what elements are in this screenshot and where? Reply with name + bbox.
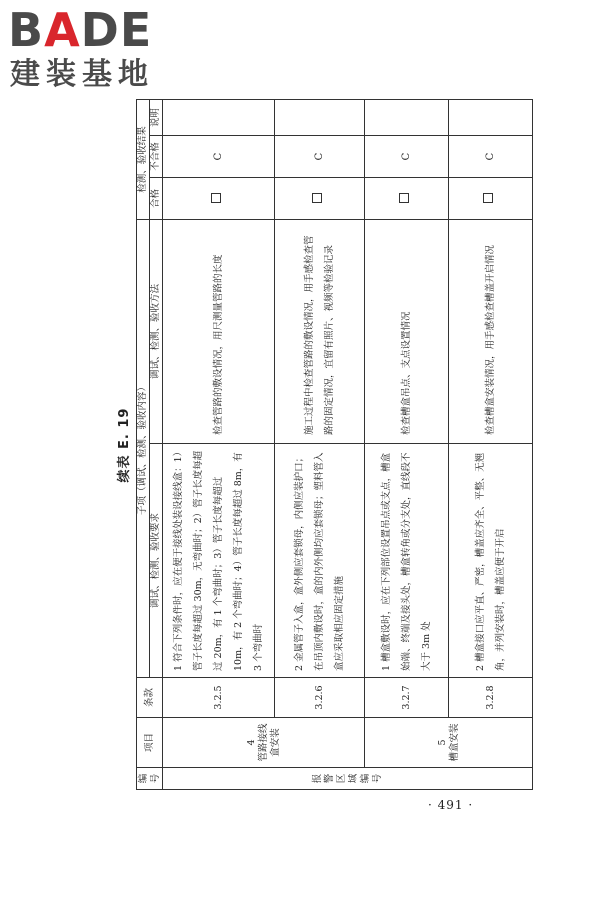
header-result-group: 检测、验收结果 — [137, 99, 150, 219]
requirement-cell: 1 槽盒敷设时，应在下列部位设置吊点或支点，槽盒始端、终端及接头处，槽盒转角或分支处，直线段不大于 3m 处 — [365, 444, 449, 678]
method-cell: 检查槽盒吊点、支点设置情况 — [365, 219, 449, 443]
project-number: 5 — [436, 739, 448, 746]
requirement-cell: 2 金属管子入盒，盒外侧应套锁母，内侧应装护口；在吊顶内敷设时，盒的内外侧均应套锁母；塑料管入盒应采取相应固定措施 — [275, 444, 365, 678]
header-requirement: 调试、检测、验收要求 — [150, 444, 163, 678]
pass-checkbox[interactable] — [365, 177, 449, 219]
checkbox-icon — [312, 193, 322, 203]
project-cell-b — [365, 718, 533, 768]
pass-checkbox[interactable] — [275, 177, 365, 219]
logo-chinese: 建装基地 — [10, 57, 154, 92]
method-cell: 检查槽盒安装情况，用手感检查槽盖开启情况 — [449, 219, 533, 443]
logo — [8, 3, 178, 96]
checkbox-icon — [399, 193, 409, 203]
page-number: · 491 · — [428, 798, 474, 812]
project-number: 4 — [245, 739, 257, 746]
project-cell-a — [163, 718, 365, 768]
project-name: 管路接线盒安装 — [257, 723, 281, 762]
header-pass: 合格 — [150, 177, 163, 219]
header-note: 说明 — [150, 99, 163, 135]
header-row-top — [137, 99, 150, 789]
fail-mark: C — [449, 135, 533, 177]
header-fail: 不合格 — [150, 135, 163, 177]
requirement-cell: 1 符合下列条件时，应在便于接线处装设接线盒：1）管子长度每超过 30m，无弯曲时；2）管子长度每超过 20m，有 1 个弯曲时；3）管子长度每超过 10m，有 2 个弯曲时；4）管子长度每超过 8m，有 3 个弯曲时 — [163, 444, 275, 678]
note-cell — [275, 99, 365, 135]
clause-cell: 3.2.7 — [365, 678, 449, 718]
table-row — [163, 99, 275, 789]
table-caption: 续表 E. 19 — [117, 407, 132, 483]
requirement-cell: 2 槽盒接口应平直、严密，槽盖应齐全、平整、无翘角，并列安装时，槽盖应便于开启 — [449, 444, 533, 678]
table-row — [449, 99, 533, 789]
document-page — [108, 100, 528, 790]
pass-checkbox[interactable] — [163, 177, 275, 219]
checkbox-icon — [483, 193, 493, 203]
note-cell — [163, 99, 275, 135]
header-method: 调试、检测、验收方法 — [150, 219, 163, 443]
clause-cell: 3.2.6 — [275, 678, 365, 718]
table-row — [365, 99, 449, 789]
clause-cell: 3.2.8 — [449, 678, 533, 718]
fail-mark: C — [275, 135, 365, 177]
checkbox-icon — [211, 193, 221, 203]
fail-mark: C — [365, 135, 449, 177]
note-cell — [449, 99, 533, 135]
table-row — [275, 99, 365, 789]
header-subitem-group: 子项（调试、检测、验收内容） — [137, 219, 150, 677]
method-cell: 检查管路的敷设情况，用尺测量管路的长度 — [163, 219, 275, 443]
method-cell: 施工过程中检查管路的敷设情况，用手感检查管路的固定情况，宜留有照片、视频等检验记录 — [275, 219, 365, 443]
clause-cell: 3.2.5 — [163, 678, 275, 718]
fail-mark: C — [163, 135, 275, 177]
pass-checkbox[interactable] — [449, 177, 533, 219]
project-name: 槽盒安装 — [448, 723, 460, 762]
header-code: 编号 — [137, 768, 163, 790]
header-clause: 条款 — [137, 678, 163, 718]
group-code: 报警区域编号 — [163, 768, 533, 790]
header-project: 项目 — [137, 718, 163, 768]
inspection-table — [136, 99, 533, 790]
logo-wordmark: BADE — [8, 3, 153, 57]
note-cell — [365, 99, 449, 135]
